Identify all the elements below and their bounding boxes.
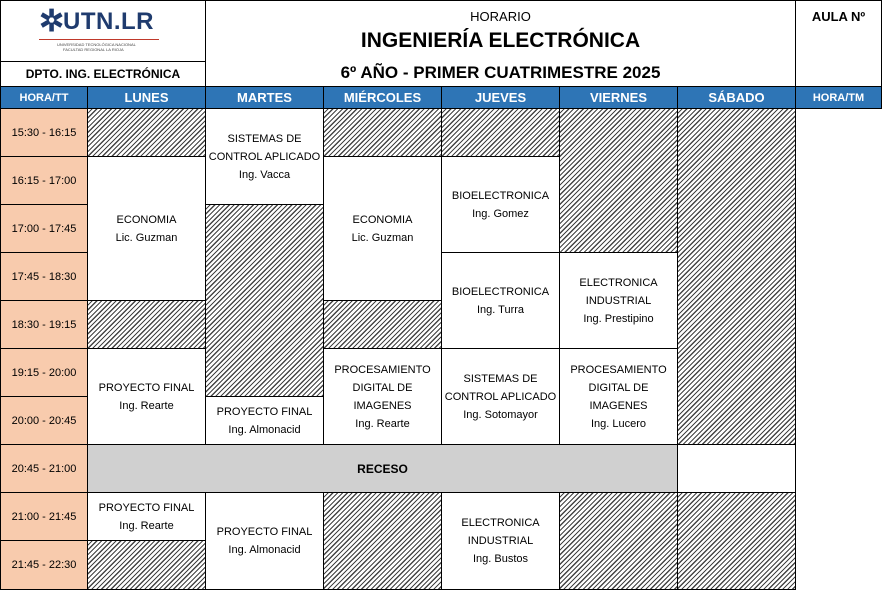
teacher: Ing. Gomez [472,207,529,220]
title-box [205,0,796,87]
subject: SISTEMAS DE [227,132,302,145]
free-slot [559,492,678,590]
teacher: Ing. Almonacid [228,544,301,556]
subject: PROYECTO FINAL [98,501,195,514]
time-slot: 15:30 - 16:15 [0,108,88,157]
free-slot [87,540,206,590]
teacher: Ing. Turra [476,303,525,316]
time-slot: 20:00 - 20:45 [0,396,88,445]
class-martes-sistemas-control [205,108,324,205]
subject: PROYECTO FINAL [216,526,313,538]
teacher: Lic. Guzman [351,231,414,244]
time-slot: 19:15 - 20:00 [0,348,88,397]
free-slot [87,108,206,157]
free-slot [323,108,442,157]
subject: ELECTRONICA [579,276,658,289]
col-viernes: VIERNES [559,86,678,109]
class-jueves-electronica-industrial [441,492,560,590]
class-jueves-bioelectronica [441,156,560,253]
subject: DIGITAL DE [352,381,413,394]
time-slot: 17:00 - 17:45 [0,204,88,253]
free-slot-sabado [677,492,796,590]
free-slot [559,108,678,253]
teacher: Ing. Rearte [119,519,174,532]
col-jueves: JUEVES [441,86,560,109]
teacher: Ing. Rearte [119,399,174,412]
time-slot: 18:30 - 19:15 [0,300,88,349]
subject: PROCESAMIENTO [570,363,667,376]
subject: IMAGENES [353,399,412,412]
subject: DIGITAL DE [588,381,649,394]
class-lunes-proyecto-final [87,348,206,445]
class-lunes-proyecto-final-2 [87,492,206,541]
teacher: Ing. Lucero [590,417,647,430]
class-martes-proyecto-final [205,396,324,445]
subject: CONTROL APLICADO [208,150,321,163]
subject: BIOELECTRONICA [451,189,550,202]
subject: SISTEMAS DE [463,372,538,385]
year-title: 6º AÑO - PRIMER CUATRIMESTRE 2025 [340,63,661,82]
subject: PROYECTO FINAL [216,405,313,418]
class-viernes-electronica-industrial [559,252,678,349]
cog-icon: ✲ [39,5,65,38]
aula-label: AULA Nº [811,9,866,24]
dept-label [0,61,206,87]
horario-label: HORARIO [470,9,531,24]
logo-box [0,0,206,62]
free-slot-sabado [677,108,796,445]
hora-tm-column [795,108,882,590]
subject: CONTROL APLICADO [444,390,557,403]
teacher: Lic. Guzman [115,231,178,244]
subject: INDUSTRIAL [585,294,652,307]
col-hora-tt: HORA/TT [0,86,88,109]
logo-rule [39,39,159,40]
free-slot [323,492,442,590]
time-slot: 16:15 - 17:00 [0,156,88,205]
subject: ELECTRONICA [461,517,540,529]
utn-logo [39,7,199,57]
free-slot [323,300,442,349]
teacher: Ing. Rearte [355,417,410,430]
teacher: Ing. Vacca [238,168,291,181]
subject: BIOELECTRONICA [451,285,550,298]
col-lunes: LUNES [87,86,206,109]
subject: PROYECTO FINAL [98,381,195,394]
col-miercoles: MIÉRCOLES [323,86,442,109]
col-martes: MARTES [205,86,324,109]
class-jueves-bioelectronica-2 [441,252,560,349]
class-miercoles-economia [323,156,442,301]
class-viernes-procesamiento [559,348,678,445]
col-sabado: SÁBADO [677,86,796,109]
career-title: INGENIERÍA ELECTRÓNICA [360,29,641,52]
subject: ECONOMIA [352,213,413,226]
subject: INDUSTRIAL [467,535,534,547]
subject: ECONOMIA [116,213,177,226]
free-slot [441,108,560,157]
teacher: Ing. Sotomayor [463,408,538,421]
subject: IMAGENES [589,399,648,412]
logo-text: UTN.LR [63,8,154,35]
class-lunes-economia [87,156,206,301]
teacher: Ing. Almonacid [228,423,301,436]
free-slot [205,204,324,397]
class-jueves-sistemas-control [441,348,560,445]
time-slot: 21:45 - 22:30 [0,540,88,590]
col-hora-tm: HORA/TM [795,86,882,109]
receso-row [87,444,678,493]
aula-box [795,0,882,87]
free-slot [87,300,206,349]
time-slot: 21:00 - 21:45 [0,492,88,541]
teacher: Ing. Bustos [472,553,529,565]
class-martes-proyecto-final-2 [205,492,324,590]
receso-label: RECESO [357,461,408,476]
time-slot: 20:45 - 21:00 [0,444,88,493]
logo-subtitle-2: FACULTAD REGIONAL LA RIOJA [63,47,124,52]
logo-subtitle-1: UNIVERSIDAD TECNOLÓGICA NACIONAL [57,42,136,47]
subject: PROCESAMIENTO [334,363,431,376]
time-slot: 17:45 - 18:30 [0,252,88,301]
dept-text: DPTO. ING. ELECTRÓNICA [25,67,181,81]
class-miercoles-procesamiento [323,348,442,445]
teacher: Ing. Prestipino [583,312,654,325]
